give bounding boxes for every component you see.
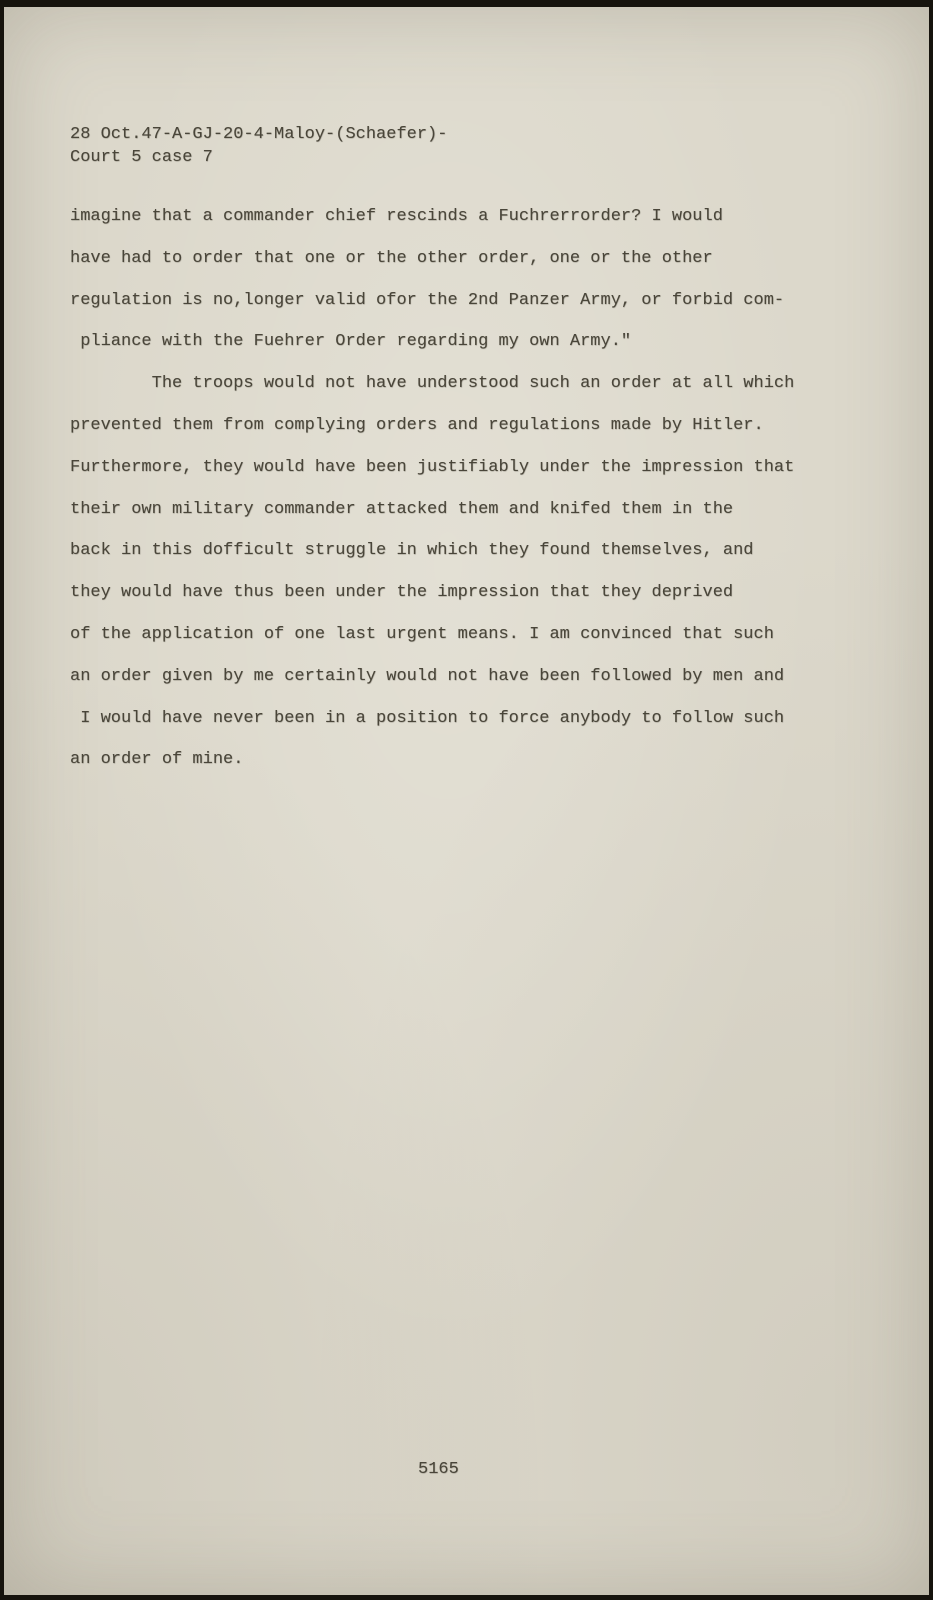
body-line: pliance with the Fuehrer Order regarding my own Army." — [70, 332, 632, 352]
body-line: they would have thus been under the impression that they deprived — [70, 583, 734, 603]
body-line: an order of mine. — [70, 750, 244, 770]
body-line: The troops would not have understood such an order at all which — [70, 374, 795, 394]
document-body — [70, 196, 794, 781]
body-line: their own military commander attacked them and knifed them in the — [70, 499, 734, 519]
body-line: imagine that a commander chief rescinds a Fuchrerrorder? I would — [70, 207, 723, 226]
body-line: I would have never been in a position to force anybody to follow such — [70, 708, 785, 728]
document-header — [70, 123, 447, 169]
body-line: have had to order that one or the other order, one or the other — [70, 248, 713, 268]
body-line: Furthermore, they would have been justifiably under the impression that — [70, 457, 795, 477]
header-line-reference: 28 Oct.47-A-GJ-20-4-Maloy-(Schaefer)- — [70, 125, 448, 144]
body-line: regulation is no,longer valid ofor the 2nd Panzer Army, or forbid com- — [70, 290, 785, 310]
page-number: 5165 — [418, 1460, 459, 1479]
body-line: prevented them from complying orders and regulations made by Hitler. — [70, 415, 764, 435]
paper-sheet — [4, 7, 929, 1595]
body-line: of the application of one last urgent means. I am convinced that such — [70, 624, 774, 644]
body-line: back in this dofficult struggle in which they found themselves, and — [70, 541, 754, 561]
body-line: an order given by me certainly would not have been followed by men and — [70, 666, 785, 686]
header-line-court-case: Court 5 case 7 — [70, 148, 213, 167]
